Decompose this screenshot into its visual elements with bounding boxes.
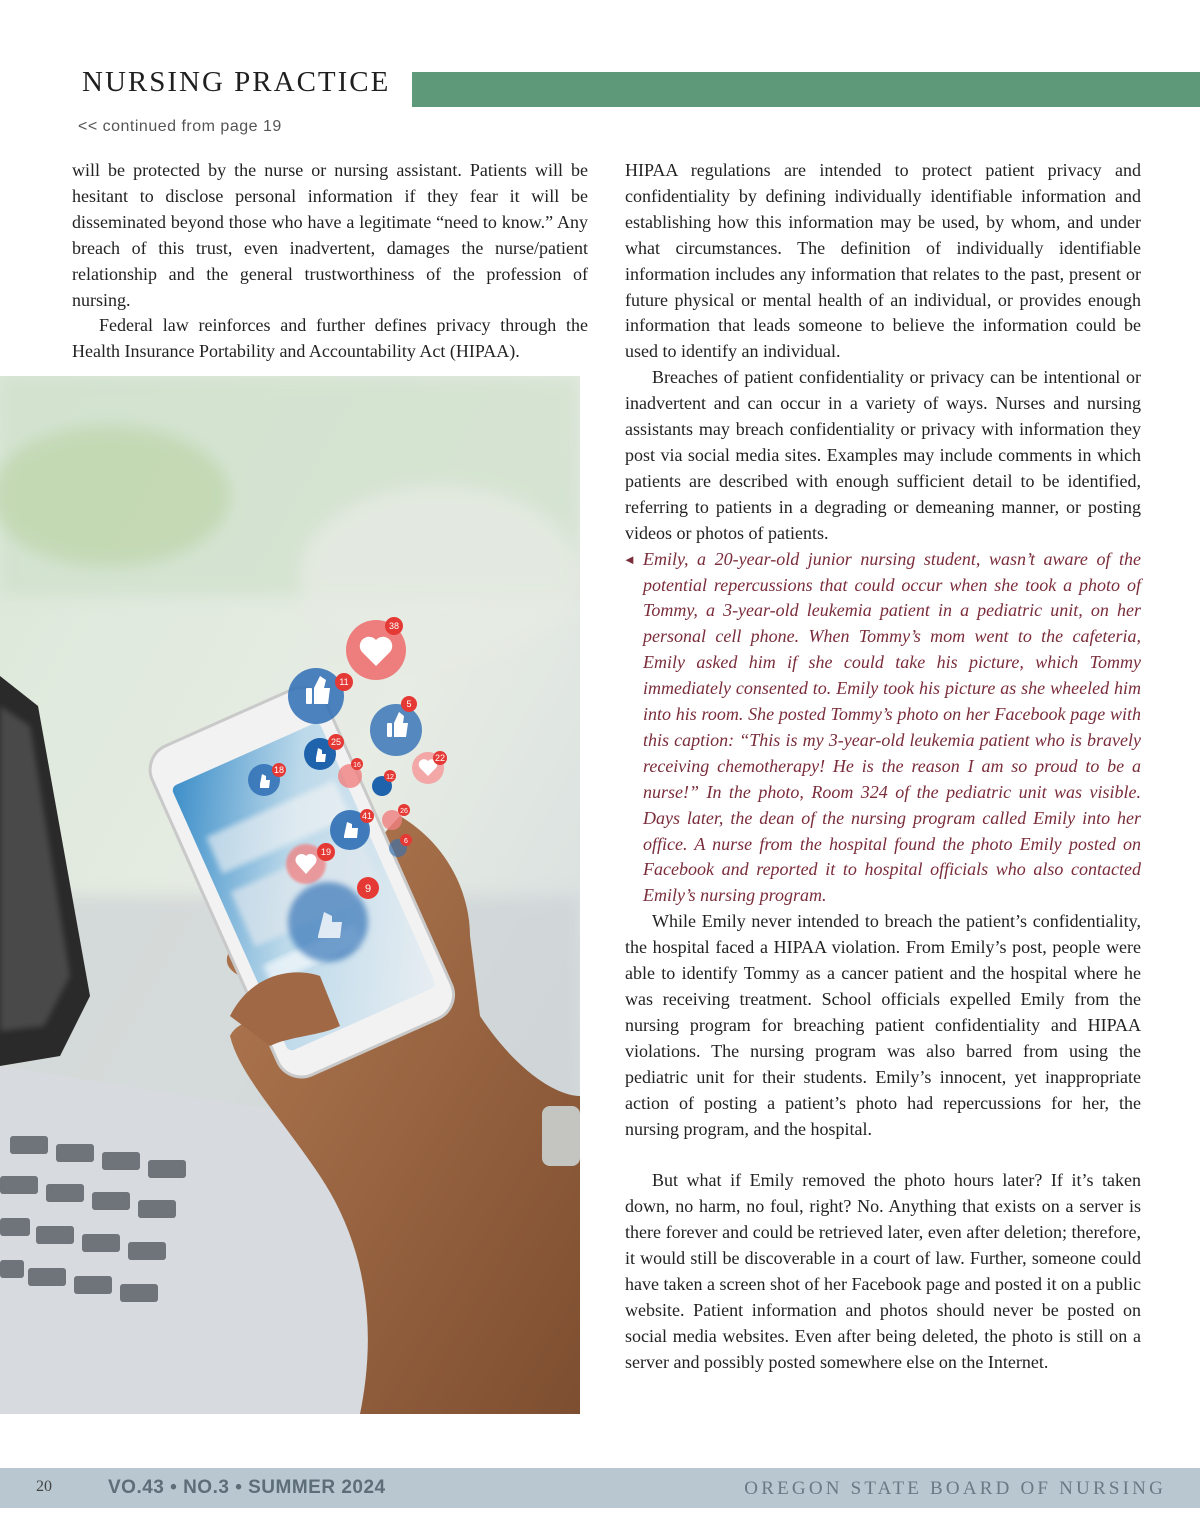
badge-label: 38	[388, 621, 400, 631]
left-paragraph-2: Federal law reinforces and further defines privacy through the Health Insurance Portability and Accountability Act (HIPAA).	[72, 315, 588, 362]
badge-label: 26	[400, 808, 408, 815]
paragraph-spacer	[625, 1142, 1141, 1168]
count-badge	[272, 763, 286, 777]
section-title: NURSING PRACTICE	[82, 66, 391, 98]
photo-illustration	[0, 376, 580, 1414]
badge-label: 6	[404, 838, 408, 845]
count-badge	[317, 843, 335, 861]
count-badge	[328, 734, 344, 750]
count-badge	[400, 834, 412, 846]
count-badge	[351, 758, 363, 770]
right-paragraph-4: But what if Emily removed the photo hours later? If it’s taken down, no harm, no foul, right? No. Anything that exists on a server is there forever and could be retrieved later, even after deletion; therefore, it would still be discoverable in a court of law. Further, someone could have taken a screen shot of her Facebook page and posted it on a public website. Patient information and photos should never be posted on social media websites. Even after being deleted, the photo is still on a server and possibly posted somewhere else on the Internet.	[625, 1170, 1141, 1372]
badge-label: 11	[339, 677, 349, 687]
right-paragraph-1: HIPAA regulations are intended to protect patient privacy and confidentiality by defining individually identifiable information and establishing how this information may be used, by whom, and under what circumstances. The definition of individually identifiable information includes any information that relates to the past, present or future physical or mental health of an individual, or provides enough information that leads someone to believe the information could be used to identify an individual.	[625, 160, 1141, 362]
count-badge	[398, 804, 410, 816]
left-column	[72, 158, 588, 365]
organization-name: OREGON STATE BOARD OF NURSING	[744, 1478, 1166, 1499]
right-paragraph-3: While Emily never intended to breach the patient’s confidentiality, the hospital faced a HIPAA violation. From Emily’s post, people were able to identify Tommy as a cancer patient and the hospital where he was receiving treatment. School officials expelled Emily from the nursing program for breaching patient confidentiality and HIPAA violations. The nursing program was also barred from using the pediatric unit for their students. Emily’s innocent, yet inappropriate action of posting a patient’s photo had repercussions for her, the nursing program, and the hospital.	[625, 911, 1141, 1139]
badge-label: 12	[386, 774, 394, 781]
count-badge	[335, 673, 353, 691]
header-accent-bar	[412, 72, 1200, 107]
badge-label: 9	[364, 883, 372, 895]
issue-label: VO.43 • NO.3 • SUMMER 2024	[108, 1477, 386, 1498]
page-number: 20	[36, 1478, 52, 1495]
count-badge	[384, 770, 396, 782]
badge-label: 19	[320, 847, 332, 857]
count-badge	[401, 696, 417, 712]
count-badge	[385, 617, 403, 635]
badge-label: 18	[273, 765, 285, 775]
continued-from-label: << continued from page 19	[78, 118, 282, 135]
case-study-arrow-icon: ◄	[623, 551, 636, 567]
badge-label: 22	[434, 753, 446, 763]
badge-label: 16	[353, 762, 361, 769]
badge-label: 41	[361, 811, 373, 821]
phone-social-media-photo	[0, 376, 580, 1414]
right-column	[625, 158, 1141, 1376]
count-badge	[433, 751, 447, 765]
count-badge	[357, 877, 379, 899]
case-study-text: Emily, a 20-year-old junior nursing student, wasn’t aware of the potential repercussions that could occur when she took a photo of Tommy, a 3-year-old leukemia patient in a pediatric unit, on her personal cell phone. When Tommy’s mom went to the cafeteria, Emily asked him if she could take his picture, which Tommy immediately consented to. Emily took his picture as she wheeled him into his room. She posted Tommy’s photo on her Facebook page with this caption: “This is my 3-year-old leukemia patient who is bravely receiving chemotherapy! He is the reason I am so proud to be a nurse!” In the photo, Room 324 of the pediatric unit was visible. Days later, the dean of the nursing program called Emily into her office. A nurse from the hospital found the photo Emily posted on Facebook and reported it to hospital officials who also contacted Emily’s nursing program.	[643, 548, 1141, 906]
left-paragraph-1: will be protected by the nurse or nursing assistant. Patients will be hesitant to disclose personal information if they fear it will be disseminated beyond those who have a legitimate “need to know.” Any breach of this trust, even inadvertent, damages the nurse/patient relationship and the general trustworthiness of the profession of nursing.	[72, 160, 588, 310]
badge-label: 25	[330, 737, 342, 747]
badge-label: 5	[406, 699, 412, 709]
case-study-callout	[625, 547, 1141, 910]
right-paragraph-2: Breaches of patient confidentiality or privacy can be intentional or inadvertent and can occur in a variety of ways. Nurses and nursing assistants may breach confidentiality or privacy with information they post via social media sites. Examples may include comments in which patients are described with enough sufficient detail to be identified, referring to patients in a degrading or demeaning manner, or posting videos or photos of patients.	[625, 367, 1141, 543]
count-badge	[360, 809, 374, 823]
